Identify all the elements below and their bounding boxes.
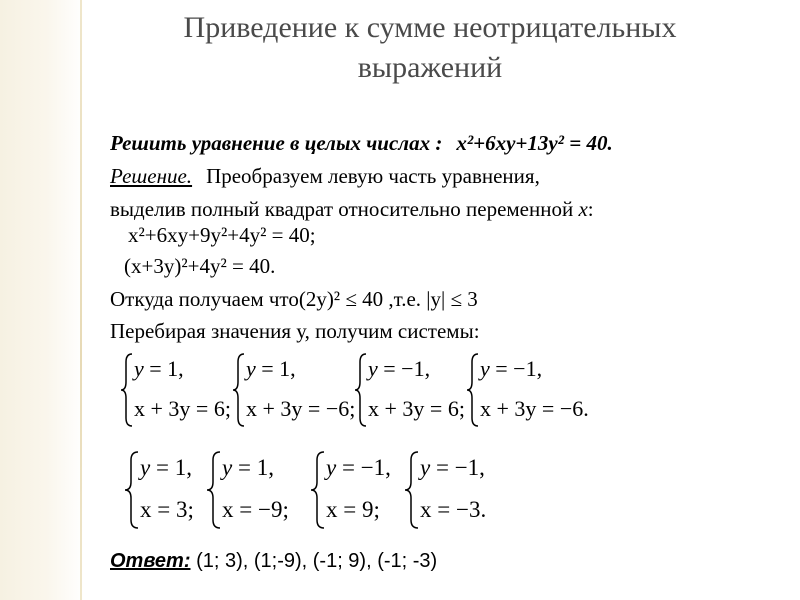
systems-row-second <box>124 450 524 534</box>
task-label: Решить уравнение в целых числах : <box>110 131 443 155</box>
explanation-line <box>110 196 594 222</box>
system-item <box>354 352 465 428</box>
explanation-end: : <box>587 197 594 221</box>
systems-row-first <box>120 352 600 432</box>
answer-label: Ответ: <box>110 550 191 572</box>
system-item <box>466 352 589 428</box>
decorative-left-bar <box>0 0 84 600</box>
task-equation: x²+6xy+13y² = 40. <box>456 131 613 155</box>
solution-label: Решение. <box>110 164 193 188</box>
system-eq1: y = 1, <box>246 356 296 381</box>
system-item <box>124 450 194 530</box>
equation-completed-square: (x+3y)²+4y² = 40. <box>124 254 276 278</box>
system-eq2: x + 3y = −6; <box>246 396 356 421</box>
system-item <box>206 450 289 530</box>
brace-icon <box>206 450 222 530</box>
system-eq1: y = −1, <box>480 356 543 381</box>
brace-icon <box>120 352 134 428</box>
brace-icon <box>124 450 140 530</box>
brace-icon <box>466 352 480 428</box>
system-eq1: y = −1, <box>326 455 391 480</box>
system-eq2: x = −3. <box>420 497 487 522</box>
brace-icon <box>232 352 246 428</box>
brace-icon <box>404 450 420 530</box>
system-eq1: y = 1, <box>222 455 274 480</box>
system-eq2: x + 3y = 6; <box>368 396 465 421</box>
system-eq2: x + 3y = −6. <box>480 396 589 421</box>
title-line-2: выражений <box>357 51 503 84</box>
explanation-var: x <box>578 197 588 221</box>
system-item <box>310 450 391 530</box>
equation-expanded: x²+6xy+9y²+4y² = 40; <box>128 223 316 247</box>
system-eq1: y = 1, <box>140 455 192 480</box>
title-line-1: Приведение к сумме неотрицательных <box>183 11 677 44</box>
brace-icon <box>354 352 368 428</box>
system-eq2: x = 3; <box>140 497 194 522</box>
system-item <box>404 450 486 530</box>
slide-title <box>100 8 760 88</box>
system-item <box>120 352 231 428</box>
task-line <box>110 130 613 156</box>
systems-intro: Перебирая значения у, получим системы: <box>110 319 480 343</box>
answer-line <box>110 548 437 574</box>
system-eq1: y = 1, <box>134 356 184 381</box>
inequality-line: Откуда получаем что(2y)² ≤ 40 ,т.е. |y| ≤ 3 <box>110 287 478 311</box>
system-eq2: x + 3y = 6; <box>134 396 231 421</box>
explanation-text: выделив полный квадрат относительно переменной <box>110 197 579 221</box>
system-eq2: x = −9; <box>222 497 289 522</box>
system-eq1: y = −1, <box>420 455 485 480</box>
system-eq1: y = −1, <box>368 356 431 381</box>
brace-icon <box>310 450 326 530</box>
solution-line <box>110 163 540 189</box>
solution-text: Преобразуем левую часть уравнения, <box>206 164 540 188</box>
system-item <box>232 352 355 428</box>
system-eq2: x = 9; <box>326 497 380 522</box>
answer-value: (1; 3), (1;-9), (-1; 9), (-1; -3) <box>196 550 438 572</box>
